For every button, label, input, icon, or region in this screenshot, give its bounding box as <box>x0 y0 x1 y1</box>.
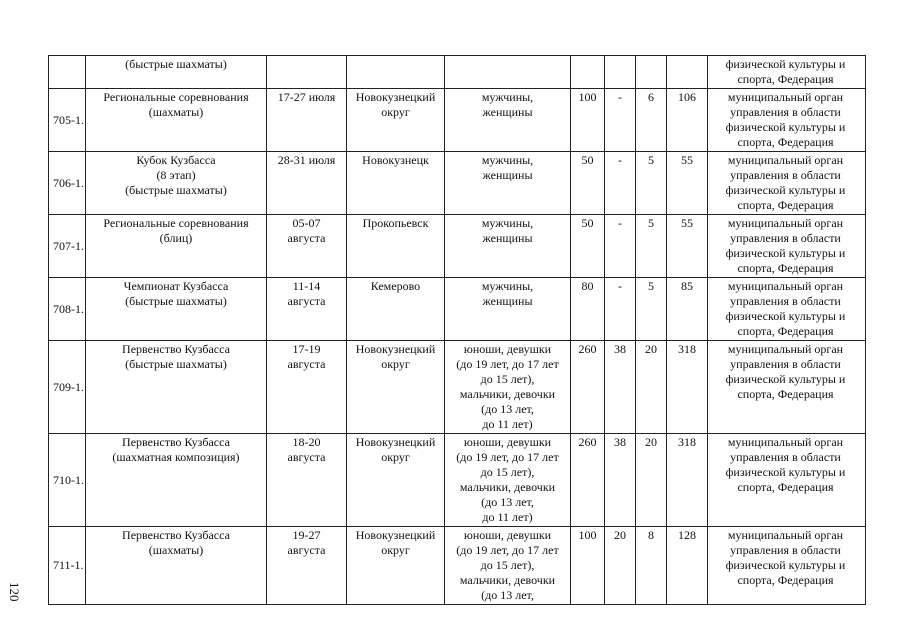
count-total: 318 <box>667 434 708 527</box>
row-number: 709-1. <box>49 341 86 434</box>
event-name: Кубок Кузбасса (8 этап) (быстрые шахматы) <box>86 152 267 215</box>
event-dates: 11-14 августа <box>267 278 347 341</box>
event-place: Кемерово <box>347 278 445 341</box>
table-row <box>49 434 866 527</box>
count-judges: 20 <box>636 341 667 434</box>
count-judges: 8 <box>636 527 667 605</box>
event-name: Первенство Кузбасса (быстрые шахматы) <box>86 341 267 434</box>
row-number: 708-1. <box>49 278 86 341</box>
count-judges: 6 <box>636 89 667 152</box>
count-total: 318 <box>667 341 708 434</box>
row-number: 705-1. <box>49 89 86 152</box>
count-trainers: - <box>605 278 636 341</box>
event-place <box>347 56 445 89</box>
row-number: 707-1. <box>49 215 86 278</box>
table-row <box>49 278 866 341</box>
count-trainers <box>605 56 636 89</box>
count-athletes <box>571 56 605 89</box>
row-number: 706-1. <box>49 152 86 215</box>
count-trainers: - <box>605 89 636 152</box>
event-place: Новокузнецкий округ <box>347 341 445 434</box>
table-row <box>49 341 866 434</box>
event-name: Первенство Кузбасса (шахматы) <box>86 527 267 605</box>
event-name: (быстрые шахматы) <box>86 56 267 89</box>
count-trainers: - <box>605 152 636 215</box>
page-number: 120 <box>7 582 22 602</box>
event-place: Новокузнецкий округ <box>347 89 445 152</box>
event-name: Первенство Кузбасса (шахматная композиция) <box>86 434 267 527</box>
row-number <box>49 56 86 89</box>
count-total: 55 <box>667 152 708 215</box>
event-dates: 28-31 июля <box>267 152 347 215</box>
event-name: Региональные соревнования (шахматы) <box>86 89 267 152</box>
events-table <box>48 55 866 605</box>
participants <box>445 56 571 89</box>
count-athletes: 100 <box>571 527 605 605</box>
table-row <box>49 152 866 215</box>
table-row <box>49 56 866 89</box>
event-place: Новокузнецкий округ <box>347 434 445 527</box>
participants: мужчины, женщины <box>445 278 571 341</box>
row-number: 710-1. <box>49 434 86 527</box>
event-place: Новокузнецк <box>347 152 445 215</box>
count-trainers: 20 <box>605 527 636 605</box>
event-dates: 17-19 августа <box>267 341 347 434</box>
count-athletes: 80 <box>571 278 605 341</box>
count-total <box>667 56 708 89</box>
count-judges <box>636 56 667 89</box>
event-place: Прокопьевск <box>347 215 445 278</box>
table-row <box>49 89 866 152</box>
event-name: Чемпионат Кузбасса (быстрые шахматы) <box>86 278 267 341</box>
organizer: физической культуры и спорта, Федерация <box>708 56 866 89</box>
count-total: 55 <box>667 215 708 278</box>
organizer: муниципальный орган управления в области физической культуры и спорта, Федерация <box>708 215 866 278</box>
participants: мужчины, женщины <box>445 152 571 215</box>
count-athletes: 260 <box>571 434 605 527</box>
count-trainers: 38 <box>605 434 636 527</box>
organizer: муниципальный орган управления в области физической культуры и спорта, Федерация <box>708 341 866 434</box>
event-dates: 05-07 августа <box>267 215 347 278</box>
participants: юноши, девушки (до 19 лет, до 17 лет до 15 лет), мальчики, девочки (до 13 лет, до 11 лет) <box>445 434 571 527</box>
count-athletes: 100 <box>571 89 605 152</box>
count-trainers: 38 <box>605 341 636 434</box>
count-judges: 20 <box>636 434 667 527</box>
organizer: муниципальный орган управления в области физической культуры и спорта, Федерация <box>708 278 866 341</box>
count-trainers: - <box>605 215 636 278</box>
participants: мужчины, женщины <box>445 89 571 152</box>
event-dates: 17-27 июля <box>267 89 347 152</box>
table-row <box>49 527 866 605</box>
event-name: Региональные соревнования (блиц) <box>86 215 267 278</box>
count-total: 106 <box>667 89 708 152</box>
participants: мужчины, женщины <box>445 215 571 278</box>
organizer: муниципальный орган управления в области физической культуры и спорта, Федерация <box>708 434 866 527</box>
count-judges: 5 <box>636 215 667 278</box>
event-place: Новокузнецкий округ <box>347 527 445 605</box>
count-total: 85 <box>667 278 708 341</box>
row-number: 711-1. <box>49 527 86 605</box>
count-total: 128 <box>667 527 708 605</box>
organizer: муниципальный орган управления в области физической культуры и спорта, Федерация <box>708 89 866 152</box>
count-athletes: 260 <box>571 341 605 434</box>
organizer: муниципальный орган управления в области физической культуры и спорта, Федерация <box>708 527 866 605</box>
count-athletes: 50 <box>571 215 605 278</box>
count-judges: 5 <box>636 152 667 215</box>
organizer: муниципальный орган управления в области физической культуры и спорта, Федерация <box>708 152 866 215</box>
count-judges: 5 <box>636 278 667 341</box>
event-dates <box>267 56 347 89</box>
participants: юноши, девушки (до 19 лет, до 17 лет до 15 лет), мальчики, девочки (до 13 лет, <box>445 527 571 605</box>
table-row <box>49 215 866 278</box>
participants: юноши, девушки (до 19 лет, до 17 лет до 15 лет), мальчики, девочки (до 13 лет, до 11 лет) <box>445 341 571 434</box>
event-dates: 18-20 августа <box>267 434 347 527</box>
event-dates: 19-27 августа <box>267 527 347 605</box>
count-athletes: 50 <box>571 152 605 215</box>
